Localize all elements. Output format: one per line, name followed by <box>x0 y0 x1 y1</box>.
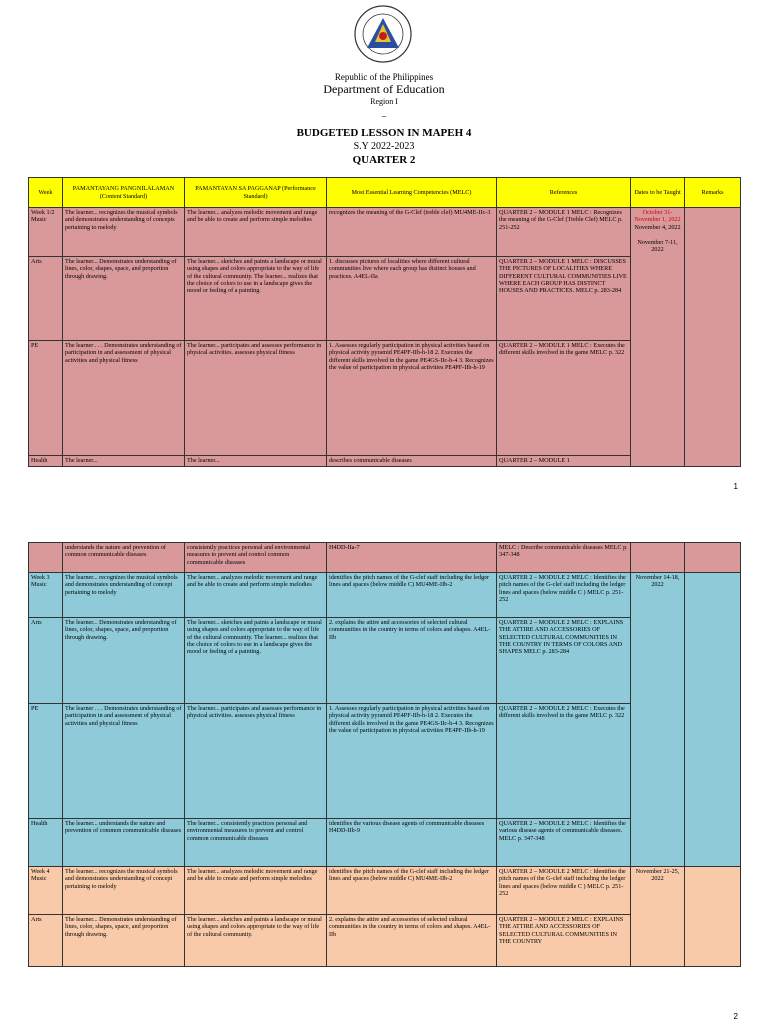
references-cell: QUARTER 2 – MODULE 2 MELC : EXPLAINS THE ATTIRE AND ACCESSORIES OF SELECTED CULTURAL COMMUNITIES IN THE COUNTRY <box>497 915 631 967</box>
performance-cell: The learner... analyzes melodic movement and range and be able to create and perform simple melodies <box>185 208 327 257</box>
references-cell: QUARTER 2 – MODULE 2 MELC : EXPLAINS THE ATTIRE AND ACCESSORIES OF SELECTED CULTURAL COMMUNITIES IN THE COUNTRY IN TERMS OF COLORS AND SHAPES MELC p. 283-284 <box>497 618 631 704</box>
performance-cell: The learner... analyzes melodic movement and range and be able to create and perform simple melodies <box>185 573 327 618</box>
col-melc: Most Essential Learning Competencies (MELC) <box>327 178 497 208</box>
performance-cell: The learner... <box>185 456 327 467</box>
week-cell: Arts <box>29 618 63 704</box>
week-cell: Health <box>29 456 63 467</box>
quarter-label: QUARTER 2 <box>352 154 416 166</box>
performance-cell: The learner... sketches and paints a landscape or mural using shapes and colors appropriate to the way of life of the cultural community. The learner... realizes that the choice of colors to use in a landscape gives the mood or feeling of a painting. <box>185 257 327 341</box>
page-2 <box>0 520 768 1024</box>
week-cell: Health <box>29 819 63 867</box>
remarks-cell <box>685 208 741 467</box>
references-cell: QUARTER 2 – MODULE 2 MELC : Identifies the pitch names of the G-clef staff including the ledger lines and spaces (below middle C ) MELC p. 251-252 <box>497 867 631 915</box>
region-line: Region I <box>370 97 398 106</box>
melc-cell: identifies the various disease agents of communicable diseases H4DD-IIb-9 <box>327 819 497 867</box>
content-cell: The learner... Demonstrates understanding of lines, color, shapes, space, and proportion through drawing. <box>63 915 185 967</box>
content-cell: The learner . . . Demonstrates understanding of participation in and assessment of physical activities and physical fitness <box>63 341 185 456</box>
table-row <box>29 867 741 915</box>
table-row <box>29 573 741 618</box>
references-cell: QUARTER 2 – MODULE 2 MELC : Identifies the pitch names of the G-clef staff including the ledger lines and spaces (below middle C ) MELC p. 251-252 <box>497 573 631 618</box>
col-performance-standard: PAMANTAYAN SA PAGGANAP (Performance Standard) <box>185 178 327 208</box>
content-cell: The learner... recognizes the musical symbols and demonstrates understanding of concept pertaining to melody <box>63 867 185 915</box>
page-number: 2 <box>733 1012 738 1021</box>
document-title: BUDGETED LESSON IN MAPEH 4 <box>296 127 472 139</box>
melc-cell: describes communicable diseases <box>327 456 497 467</box>
school-year: S.Y 2022-2023 <box>353 141 415 152</box>
content-cell: understands the nature and prevention of common communicable diseases <box>63 543 185 573</box>
melc-cell: 1. Assesses regularly participation in physical activities based on physical activity pyramid PE4PF-IIb-h-18 2. Executes the different skills involved in the game PE4GS-IIc-h-4 3. Recognizes the value of participation in physical activities PE4PF-IIb-h-19 <box>327 704 497 819</box>
week-cell: Week 4 Music <box>29 867 63 915</box>
republic-line: Republic of the Philippines <box>334 72 434 82</box>
table-row <box>29 543 741 573</box>
content-cell: The learner... recognizes the musical symbols and demonstrates understanding of concept pertaining to melody <box>63 573 185 618</box>
remarks-cell <box>685 543 741 573</box>
references-cell: QUARTER 2 – MODULE 1 <box>497 456 631 467</box>
content-cell: The learner... <box>63 456 185 467</box>
week-cell: PE <box>29 341 63 456</box>
department-line: Department of Education <box>323 82 445 96</box>
references-cell: QUARTER 2 – MODULE 1 MELC : Recognizes the meaning of the G-Clef (Treble Clef) MELC p. 251-252 <box>497 208 631 257</box>
performance-cell: consistently practices personal and environmental measures to prevent and control common communicable diseases <box>185 543 327 573</box>
performance-cell: The learner... participates and assesses performance in physical activities. assesses physical fitness <box>185 704 327 819</box>
week-cell: Week 3 Music <box>29 573 63 618</box>
content-cell: The learner... recognizes the musical symbols and demonstrates understanding of concepts pertaining to melody <box>63 208 185 257</box>
col-content-standard: PAMANTAYANG PANGNILALAMAN (Content Standard) <box>63 178 185 208</box>
col-remarks: Remarks <box>685 178 741 208</box>
remarks-cell <box>685 867 741 967</box>
performance-cell: The learner... sketches and paints a landscape or mural using shapes and colors appropriate to the way of life of the cultural community. <box>185 915 327 967</box>
lesson-table-page-2 <box>28 542 741 967</box>
melc-cell: identifies the pitch names of the G-clef staff including the ledger lines and spaces (below middle C) MU4ME-IIb-2 <box>327 573 497 618</box>
page-1 <box>0 0 768 500</box>
week-cell: Arts <box>29 257 63 341</box>
dates-cell: November 14-18, 2022 <box>631 573 685 867</box>
melc-cell: recognizes the meaning of the G-Clef (treble clef) MU4ME-IIc-3 <box>327 208 497 257</box>
content-cell: The learner... Demonstrates understanding of lines, color, shapes, space, and proportion through drawing. <box>63 257 185 341</box>
melc-cell: 2. explains the attire and accessories of selected cultural communities in the country in terms of colors and shapes. A4EL-IIb <box>327 618 497 704</box>
dates-nov-4: November 4, 2022 <box>634 223 681 231</box>
table-header-row <box>29 178 741 208</box>
references-cell: QUARTER 2 – MODULE 2 MELC : Executes the different skills involved in the game MELC p. 322 <box>497 704 631 819</box>
col-dates: Dates to be Taught <box>631 178 685 208</box>
week-cell: PE <box>29 704 63 819</box>
references-cell: QUARTER 2 – MODULE 1 MELC : Executes the different skills involved in the game MELC p. 322 <box>497 341 631 456</box>
deped-seal-icon <box>353 4 413 64</box>
melc-cell: identifies the pitch names of the G-clef staff including the ledger lines and spaces (below middle C) MU4ME-IIb-2 <box>327 867 497 915</box>
performance-cell: The learner... consistently practices personal and environmental measures to prevent and control common communicable diseases <box>185 819 327 867</box>
lesson-table-page-1 <box>28 177 741 467</box>
melc-cell: 1. discusses pictures of localities where different cultural communities live where each group has distinct houses and practices. A4EL-IIa <box>327 257 497 341</box>
dates-cell: November 21-25, 2022 <box>631 867 685 967</box>
dates-cell <box>631 543 685 573</box>
performance-cell: The learner... participates and assesses performance in physical activities. assesses physical fitness <box>185 341 327 456</box>
melc-cell: H4DD-IIa-7 <box>327 543 497 573</box>
page-number: 1 <box>733 482 738 491</box>
col-references: References <box>497 178 631 208</box>
content-cell: The learner... Demonstrates understanding of lines, color, shapes, space, and proportion through drawing. <box>63 618 185 704</box>
dash-line: – <box>381 111 387 121</box>
performance-cell: The learner... analyzes melodic movement and range and be able to create and perform simple melodies <box>185 867 327 915</box>
references-cell: MELC : Describe communicable diseases MELC p. 347-348 <box>497 543 631 573</box>
performance-cell: The learner... sketches and paints a landscape or mural using shapes and colors appropriate to the way of life of the cultural community. The learner... realizes that the choice of colors to use in a landscape gives the mood or feeling of a painting. <box>185 618 327 704</box>
week-cell <box>29 543 63 573</box>
references-cell: QUARTER 2 – MODULE 2 MELC : Identifies the various disease agents of communicable diseases. MELC p. 347-348 <box>497 819 631 867</box>
dates-cell <box>631 208 685 467</box>
col-week: Week <box>29 178 63 208</box>
content-cell: The learner... understands the nature and prevention of common communicable diseases <box>63 819 185 867</box>
content-cell: The learner . . . Demonstrates understanding of participation in and assessment of physical activities and physical fitness <box>63 704 185 819</box>
dates-nov-7-11: November 7-11, 2022 <box>637 238 678 254</box>
references-cell: QUARTER 2 – MODULE 1 MELC : DISCUSSES THE PICTURES OF LOCALITIES WHERE DIFFERENT CULTURAL COMMUNITIES LIVE WHERE EACH GROUP HAS DISTINCT HOUSES AND PRACTICES. MELC p. 283-284 <box>497 257 631 341</box>
table-row <box>29 208 741 257</box>
week-cell: Arts <box>29 915 63 967</box>
dates-red: October 31- November 1, 2022 <box>634 209 681 224</box>
week-cell: Week 1/2 Music <box>29 208 63 257</box>
melc-cell: 1. Assesses regularly participation in physical activities based on physical activity pyramid PE4PF-IIb-h-18 2. Executes the different skills involved in the game PE4GS-IIc-h-4 3. Recognizes the value of participation in physical activities PE4PF-IIb-h-19 <box>327 341 497 456</box>
melc-cell: 2. explains the attire and accessories of selected cultural communities in the country in terms of colors and shapes. A4EL-IIb <box>327 915 497 967</box>
remarks-cell <box>685 573 741 867</box>
